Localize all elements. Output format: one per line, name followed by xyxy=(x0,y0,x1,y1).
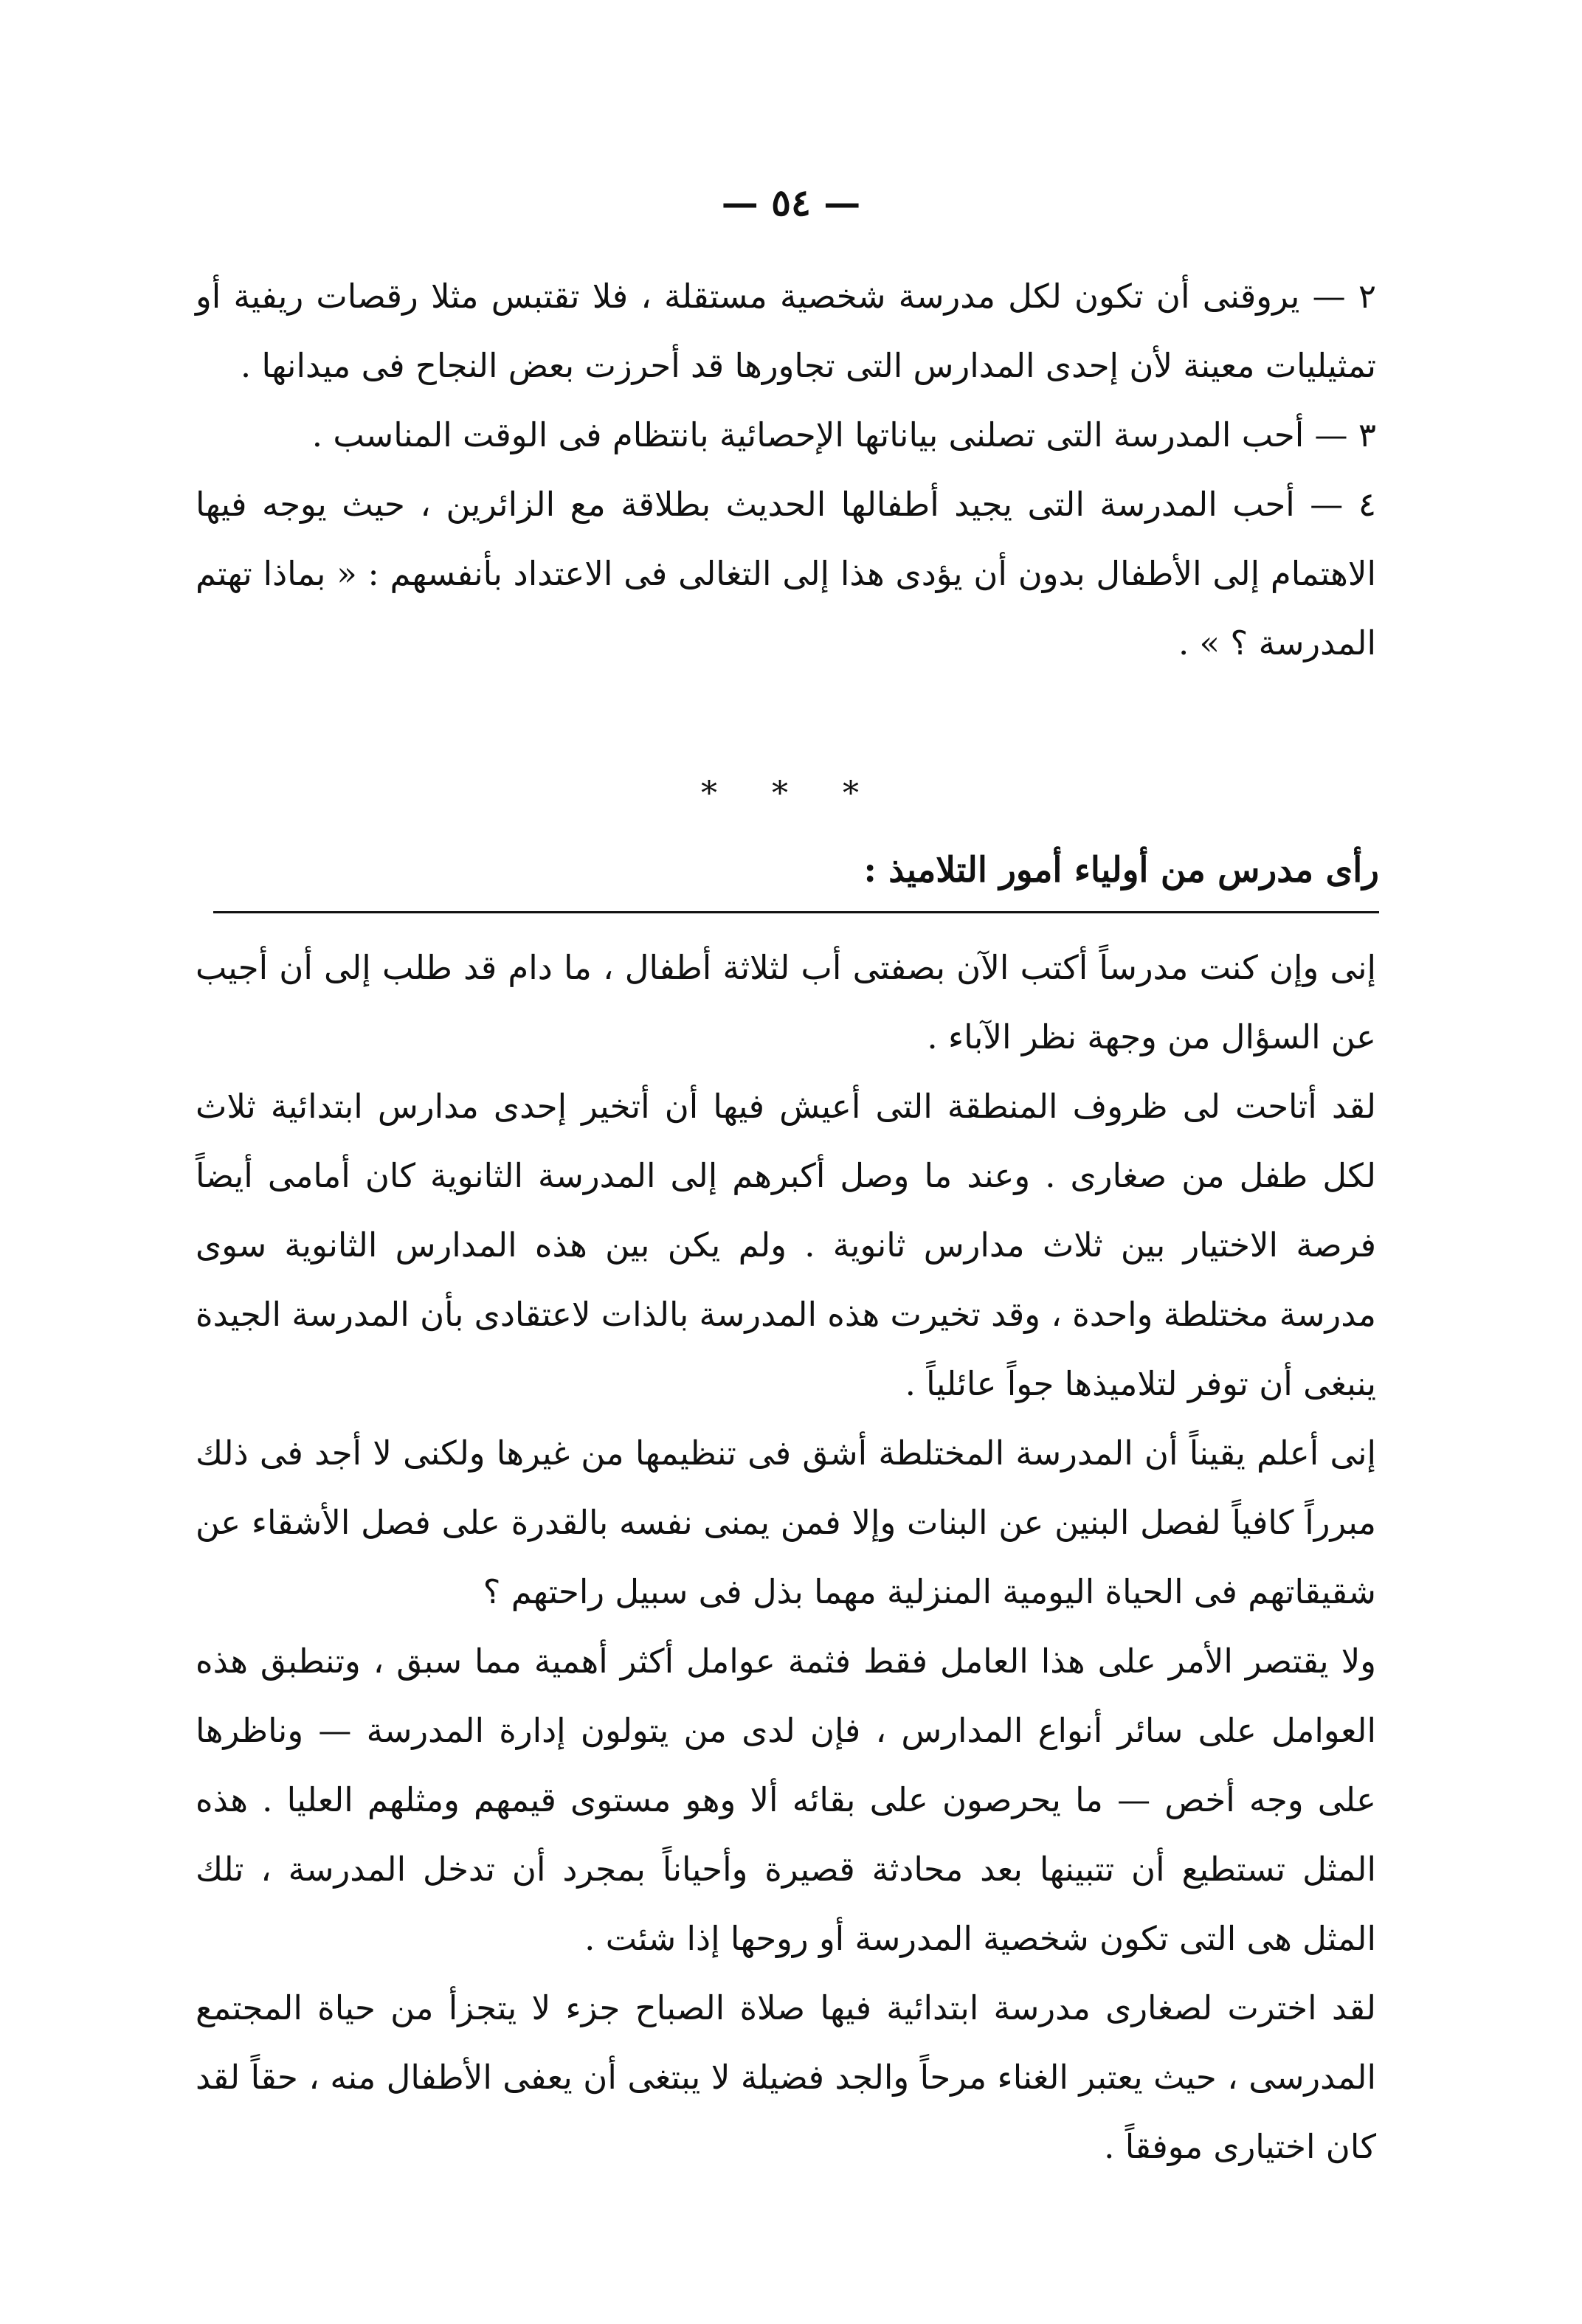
paragraph-item-4: ٤ — أحب المدرسة التى يجيد أطفالها الحديث بطلاقة مع الزائرين ، حيث يوجه فيها الاهتمام إلى الأطفال بدون أن يؤدى هذا إلى التغالى فى الاعتداد بأنفسهم : « بماذا تهتم المدرسة ؟ » . xyxy=(196,485,1376,663)
section-heading: رأى مدرس من أولياء أمور التلاميذ : xyxy=(863,850,1379,890)
paragraph: إنى أعلم يقيناً أن المدرسة المختلطة أشق فى تنظيمها من غيرها ولكنى لا أجد فى ذلك مبرراً كافياً لفصل البنين عن البنات وإلا فمن يمنى نفسه بالقدرة على فصل الأشقاء عن شقيقاتهم فى الحياة اليومية المنزلية مهما بذل فى سبيل راحتهم ؟ xyxy=(196,1434,1376,1611)
section-2-text xyxy=(196,933,1376,2182)
paragraph-item-3: ٣ — أحب المدرسة التى تصلنى بياناتها الإحصائية بانتظام فى الوقت المناسب . xyxy=(311,415,1376,454)
paragraph: إنى وإن كنت مدرساً أكتب الآن بصفتى أب لثلاثة أطفال ، ما دام قد طلب إلى أن أجيب عن السؤال من وجهة نظر الآباء . xyxy=(196,948,1376,1056)
page-number: — ٥٤ — xyxy=(721,181,861,224)
section-separator: * * * xyxy=(701,775,881,812)
paragraph: لقد أتاحت لى ظروف المنطقة التى أعيش فيها أن أتخير إحدى مدارس ابتدائية ثلاث لكل طفل من صغارى . وعند ما وصل أكبرهم إلى المدرسة الثانوية كان أمامى أيضاً فرصة الاختيار بين ثلاث مدارس ثانوية . ولم يكن بين هذه المدارس الثانوية سوى مدرسة مختلطة واحدة ، وقد تخيرت هذه المدرسة بالذات لاعتقادى بأن المدرسة الجيدة ينبغى أن توفر لتلاميذها جواً عائلياً . xyxy=(196,1087,1376,1403)
paragraph: ولا يقتصر الأمر على هذا العامل فقط فثمة عوامل أكثر أهمية مما سبق ، وتنطبق هذه العوامل على سائر أنواع المدارس ، فإن لدى من يتولون إدارة المدرسة — وناظرها على وجه أخص — ما يحرصون على بقائه ألا وهو مستوى قيمهم ومثلهم العليا . هذه المثل تستطيع أن تتبينها بعد محادثة قصيرة وأحياناً بمجرد أن تدخل المدرسة ، تلك المثل هى التى تكون شخصية المدرسة أو روحها إذا شئت . xyxy=(196,1642,1376,1958)
section-1-text xyxy=(196,262,1376,678)
paragraph: لقد اخترت لصغارى مدرسة ابتدائية فيها صلاة الصباح جزء لا يتجزأ من حياة المجتمع المدرسى ، حيث يعتبر الغناء مرحاً والجد فضيلة لا يبتغى أن يعفى الأطفال منه ، حقاً لقد كان اختيارى موفقاً . xyxy=(196,1988,1376,2166)
paragraph-item-2: ٢ — يروقنى أن تكون لكل مدرسة شخصية مستقلة ، فلا تقتبس مثلا رقصات ريفية أو تمثيليات معينة لأن إحدى المدارس التى تجاورها قد أحرزت بعض النجاح فى ميدانها . xyxy=(196,277,1376,385)
heading-underline xyxy=(213,911,1379,913)
